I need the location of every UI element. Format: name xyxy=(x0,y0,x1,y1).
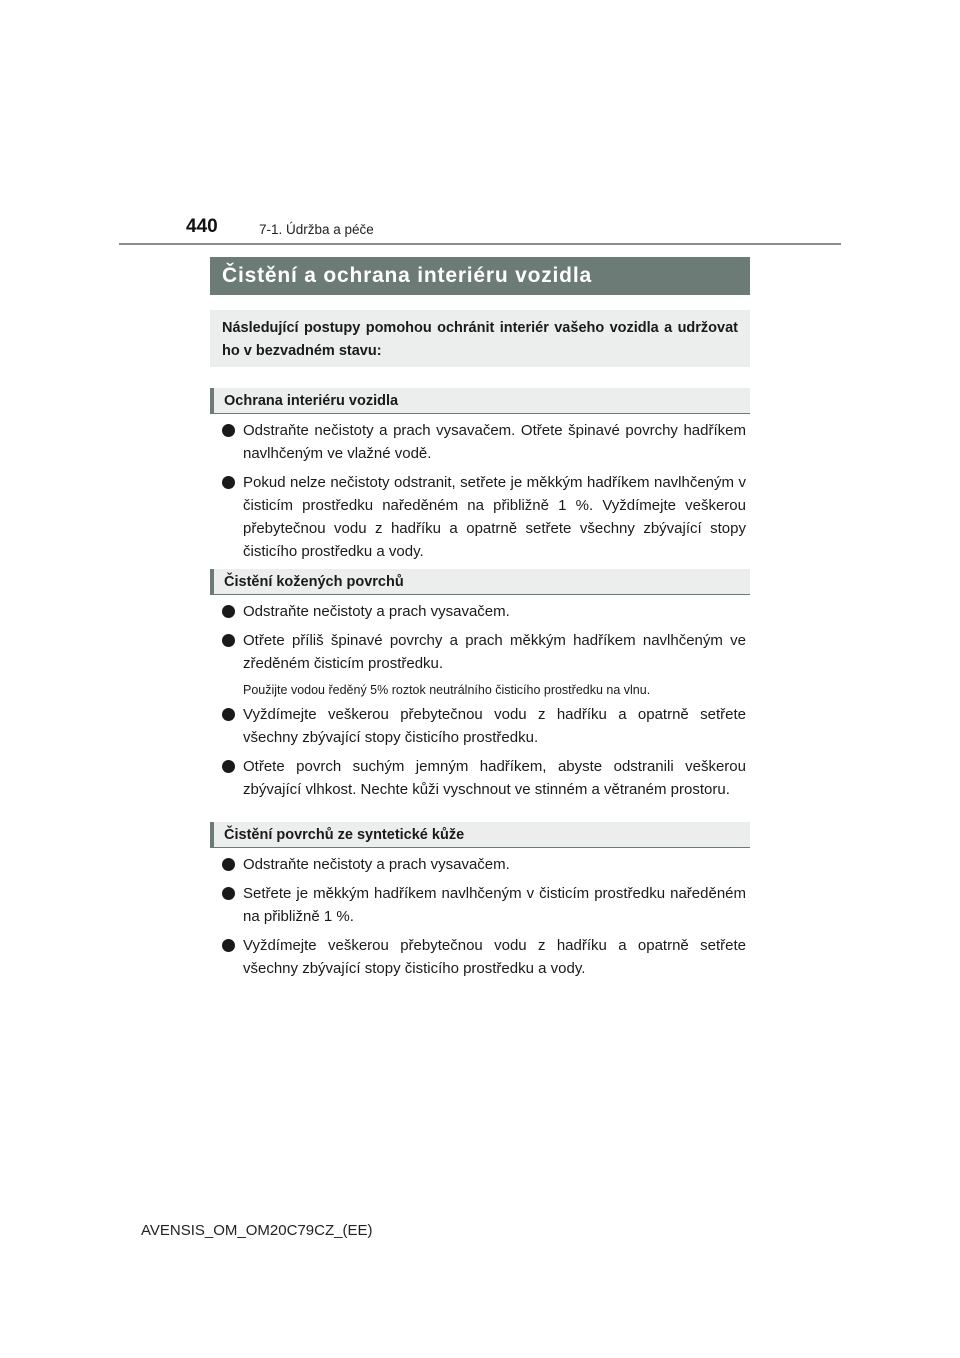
list-item-text: Setřete je měkkým hadříkem navlhčeným v čisticím prostředku naředěném na přibližně 1 %. xyxy=(243,885,746,925)
list-item xyxy=(222,755,746,801)
list-item-text: Otřete příliš špinavé povrchy a prach měkkým hadříkem navlhčeným ve zředěném čisticím prostředku. xyxy=(243,632,746,672)
list-item-text: Otřete povrch suchým jemným hadříkem, abyste odstranili veškerou zbývající vlhkost. Nechte kůži vyschnout ve stinném a větraném prostoru. xyxy=(243,758,746,798)
bullet-icon xyxy=(222,858,235,871)
subheader-leather-cleaning xyxy=(210,569,750,595)
list-item-text: Odstraňte nečistoty a prach vysavačem. xyxy=(243,856,510,873)
subheader-label: Čistění kožených povrchů xyxy=(224,573,404,590)
subheader-interior-protection xyxy=(210,388,750,414)
list-item xyxy=(222,600,746,623)
list-item-text: Odstraňte nečistoty a prach vysavačem. xyxy=(243,603,510,620)
list-item xyxy=(222,629,746,675)
list-interior-protection xyxy=(222,419,746,569)
list-item xyxy=(222,934,746,980)
bullet-icon xyxy=(222,634,235,647)
bullet-icon xyxy=(222,424,235,437)
list-item-text: Vyždímejte veškerou přebytečnou vodu z hadříku a opatrně setřete všechny zbývající stopy čisticího prostředku. xyxy=(243,706,746,746)
list-item xyxy=(222,882,746,928)
list-item xyxy=(222,703,746,749)
intro-box: Následující postupy pomohou ochránit interiér vašeho vozidla a udržovat ho v bezvadném stavu: xyxy=(210,310,750,367)
subheader-synthetic-leather xyxy=(210,822,750,848)
bullet-icon xyxy=(222,708,235,721)
bullet-icon xyxy=(222,476,235,489)
subheader-label: Ochrana interiéru vozidla xyxy=(224,392,399,409)
document-code: AVENSIS_OM_OM20C79CZ_(EE) xyxy=(141,1222,373,1239)
list-leather-cleaning xyxy=(222,600,746,807)
bullet-icon xyxy=(222,605,235,618)
list-item-text: Pokud nelze nečistoty odstranit, setřete je měkkým hadříkem navlhčeným v čisticím prostředku naředěném na přibližně 1 %. Vyždímejte veškerou přebytečnou vodu z hadříku a opatrně setřete všechny zbývající stopy čisticího prostředku a vody. xyxy=(243,474,746,560)
list-item-text: Vyždímejte veškerou přebytečnou vodu z hadříku a opatrně setřete všechny zbývající stopy čisticího prostředku a vody. xyxy=(243,937,746,977)
list-item xyxy=(222,419,746,465)
page-number: 440 xyxy=(186,216,218,237)
title-banner xyxy=(210,257,750,295)
bullet-icon xyxy=(222,887,235,900)
list-item-text: Odstraňte nečistoty a prach vysavačem. Otřete špinavé povrchy hadříkem navlhčeným ve vlažné vodě. xyxy=(243,422,746,462)
section-label: 7-1. Údržba a péče xyxy=(259,222,374,237)
note-text: Použijte vodou ředěný 5% roztok neutrálního čisticího prostředku na vlnu. xyxy=(243,683,651,697)
header-divider xyxy=(119,243,841,245)
list-item xyxy=(222,471,746,563)
list-item xyxy=(222,853,746,876)
bullet-icon xyxy=(222,760,235,773)
subheader-label: Čistění povrchů ze syntetické kůže xyxy=(224,826,465,843)
list-synthetic-leather xyxy=(222,853,746,986)
bullet-icon xyxy=(222,939,235,952)
page-title: Čistění a ochrana interiéru vozidla xyxy=(222,264,592,287)
